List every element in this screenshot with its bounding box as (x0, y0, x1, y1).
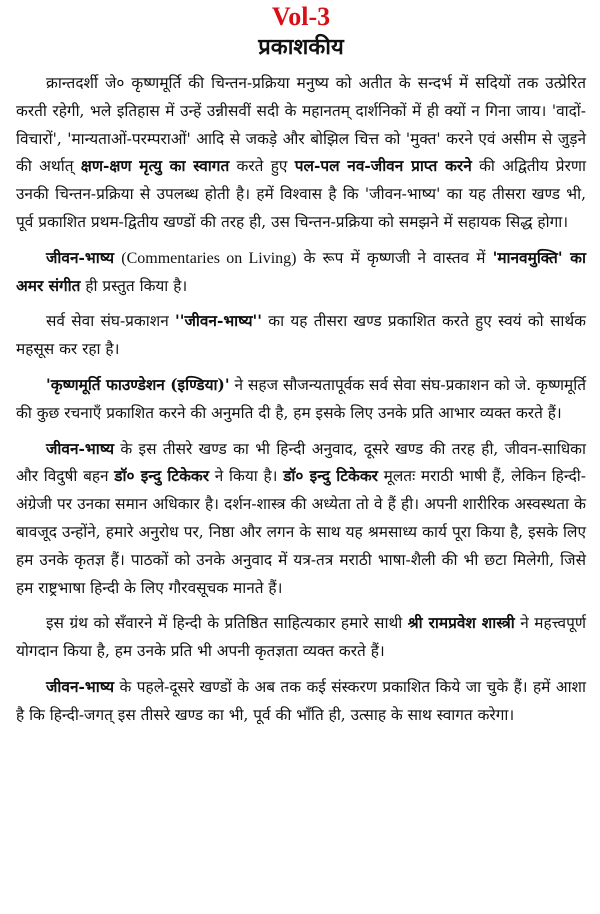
paragraph-3 (16, 308, 586, 364)
p5-bold-1: जीवन-भाष्य (46, 439, 115, 458)
p6-text-1: इस ग्रंथ को सँवारने में हिन्दी के प्रतिष्ठित साहित्यकार हमारे साथी (46, 614, 408, 633)
p2-text-1: के रूप में कृष्णजी ने वास्तव में (296, 248, 493, 267)
p5-text-1: के इस तीसरे खण्ड का भी हिन्दी अनुवाद, दूसरे खण्ड की तरह ही, जीवन-साधिका और विदुषी बहन (16, 439, 586, 486)
p7-text-1: के पहले-दूसरे खण्डों के अब तक कई संस्करण प्रकाशित किये जा चुके हैं। हमें आशा है कि हिन्दी-जगत् इस तीसरे खण्ड का भी, पूर्व की भाँति ही, उत्साह के साथ स्वागत करेगा। (16, 677, 586, 724)
p1-bold-2: पल-पल नव-जीवन प्राप्त करने (294, 157, 472, 176)
p2-text-2: ही प्रस्तुत किया है। (80, 276, 188, 295)
paragraph-5 (16, 436, 586, 603)
paragraph-1 (16, 70, 586, 237)
p5-text-3: मूलतः मराठी भाषी हैं, लेकिन हिन्दी-अंग्रेजी पर उनका समान अधिकार है। दर्शन-शास्त्र की अध्येता तो वे हैं ही। अपनी शारीरिक अस्वस्थता के बावजूद उन्होंने, हमारे अनुरोध पर, निष्ठा और लगन के साथ यह श्रमसाध्य कार्य पूरा किया है, इसके लिए हम उनके कृतज्ञ हैं। पाठकों को उनके अनुवाद में यत्र-तत्र मराठी भाषा-शैली की भी छटा मिलेगी, जिसे हम राष्ट्रभाषा हिन्दी के लिए गौरवसूचक मानते हैं। (16, 467, 586, 597)
p5-bold-3: डॉ० इन्दु टिकेकर (283, 467, 378, 486)
p5-bold-2: डॉ० इन्दु टिकेकर (114, 467, 210, 486)
paragraph-2 (16, 245, 586, 301)
p5-text-2: ने किया है। (209, 467, 284, 486)
paragraph-4 (16, 372, 586, 428)
volume-label: Vol-3 (271, 2, 331, 31)
p4-text-1: ने सहज सौजन्यतापूर्वक सर्व सेवा संघ-प्रकाशन को जे. कृष्णमूर्ति की कुछ रचनाएँ प्रकाशित करने की अनुमति दी है, हम इसके लिए उनके प्रति आभार व्यक्त करते हैं। (16, 375, 586, 422)
p6-text-2: ने महत्त्वपूर्ण योगदान किया है, हम उनके प्रति भी अपनी कृतज्ञता व्यक्त करते हैं। (16, 614, 586, 661)
p3-text-2: का यह तीसरा खण्ड प्रकाशित करते हुए स्वयं को सार्थक महसूस कर रहा है। (16, 312, 587, 359)
paragraph-6 (16, 610, 586, 666)
p2-bold-1: जीवन-भाष्य (46, 248, 115, 267)
p2-english: (Commentaries on Living) (121, 249, 297, 267)
p1-text-1: क्रान्तदर्शी जे० कृष्णमूर्ति की चिन्तन-प्रक्रिया मनुष्य को अतीत के सन्दर्भ में सदियों तक उत्प्रेरित करती रहेगी, भले इतिहास में उन्हें उन्नीसवीं सदी के महानतम् दार्शनिकों में ही क्यों न गिना जाय। 'वादों-विचारों', 'मान्यताओं-परम्पराओं' आदि से जकड़े और बोझिल चित्त को 'मुक्त' करने एवं असीम से जुड़ने की अर्थात् (16, 74, 586, 176)
page-title: प्रकाशकीय (258, 35, 344, 60)
p1-text-2: करते हुए (229, 157, 295, 176)
paragraph-7 (16, 674, 586, 730)
p4-bold-1: 'कृष्णमूर्ति फाउण्डेशन (इण्डिया)' (46, 375, 230, 394)
p2-bold-2: 'मानवमुक्ति' का अमर संगीत (16, 248, 586, 295)
p3-text-1: सर्व सेवा संघ-प्रकाशन (46, 312, 176, 331)
p7-bold-1: जीवन-भाष्य (46, 677, 115, 696)
p6-bold-1: श्री रामप्रवेश शास्त्री (407, 614, 515, 633)
p1-text-3: की अद्वितीय प्रेरणा उनकी चिन्तन-प्रक्रिया से उपलब्ध होती है। हमें विश्वास है कि 'जीवन-भाष्य' का यह तीसरा खण्ड भी, पूर्व प्रकाशित प्रथम-द्वितीय खण्डों की तरह ही, उस चिन्तन-प्रक्रिया को समझने में सहायक सिद्ध होगा। (16, 157, 586, 231)
p3-bold-1: ''जीवन-भाष्य'' (175, 312, 262, 331)
p1-bold-1: क्षण-क्षण मृत्यु का स्वागत (80, 157, 230, 176)
